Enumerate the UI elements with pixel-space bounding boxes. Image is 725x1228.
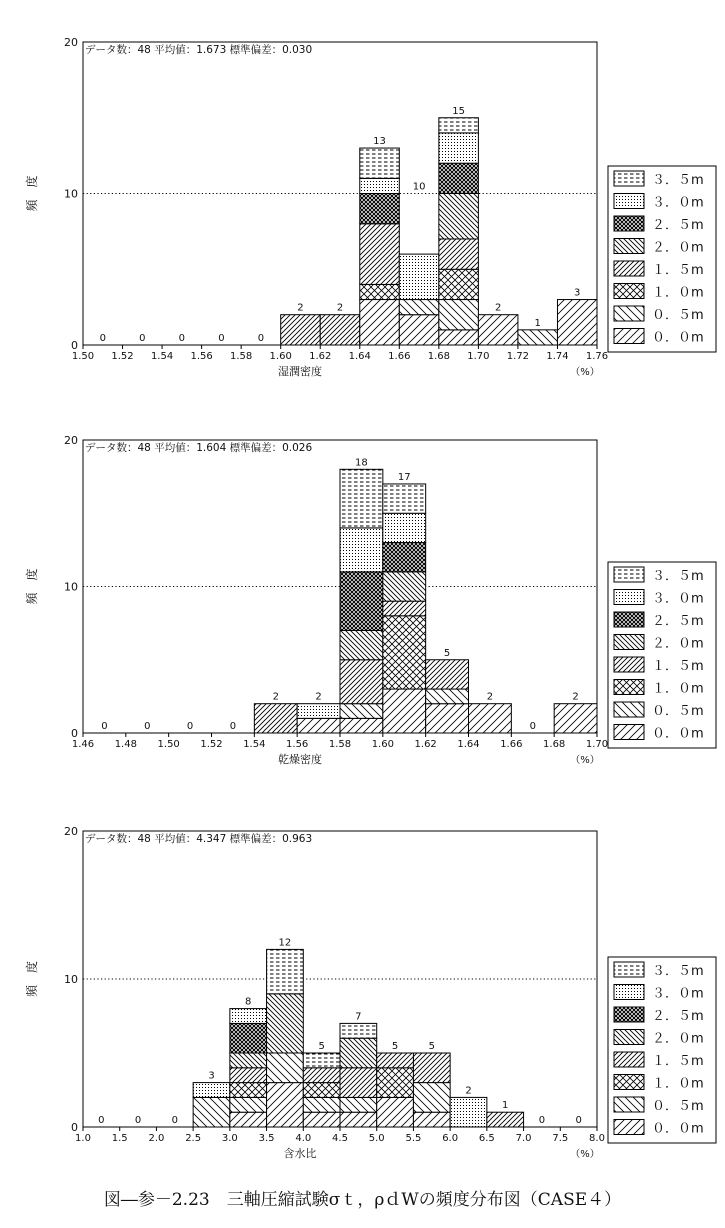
x-tick-label: 1.5 (111, 1133, 128, 1144)
x-tick-label: 2.5 (185, 1133, 202, 1144)
bar-segment (377, 1053, 414, 1068)
bar-segment (439, 239, 479, 269)
legend-label: １．５m (652, 263, 704, 278)
legend-label: １．０m (652, 285, 704, 301)
bar-total-label: 5 (428, 1041, 435, 1052)
bar-total-label: 0 (139, 333, 146, 344)
bar-total-label: 0 (178, 333, 186, 344)
legend-label: ２．０m (652, 636, 704, 652)
x-tick-label: 7.0 (515, 1133, 532, 1144)
bar-total-label: 2 (272, 691, 279, 703)
x-tick-label: 1.50 (71, 351, 95, 362)
bar-total-label: 1 (534, 317, 541, 329)
legend-swatch (614, 1052, 644, 1067)
bar-total-label: 2 (572, 691, 579, 703)
y-tick-label: 0 (71, 339, 78, 352)
bar-total-label: 0 (144, 721, 151, 732)
legend-swatch (614, 194, 644, 209)
x-tick-label: 1.72 (506, 351, 530, 362)
bar-segment (267, 1053, 304, 1083)
bar-segment (340, 718, 383, 733)
bar-segment (340, 528, 383, 572)
bar-segment (360, 300, 400, 345)
bar-total-label: 1 (502, 1100, 509, 1112)
bar-segment (413, 1112, 450, 1127)
x-tick-label: 1.66 (500, 739, 523, 750)
legend-label: ３．０m (652, 591, 704, 607)
bar-segment (340, 704, 383, 719)
y-tick-label: 10 (64, 973, 78, 986)
x-tick-label: 1.50 (157, 739, 180, 750)
bar-segment (297, 704, 340, 719)
x-tick-label: 1.76 (585, 351, 609, 362)
bar-segment (450, 1097, 487, 1127)
x-axis-label: 乾燥密度 (278, 753, 322, 766)
bar-segment (267, 1083, 304, 1127)
bar-total-label: 8 (245, 996, 252, 1008)
bar-total-label: 0 (229, 721, 237, 732)
bar-segment (399, 254, 439, 299)
x-axis-label: 湿潤密度 (278, 365, 322, 378)
bar-segment (360, 178, 400, 193)
x-tick-label: 1.64 (348, 351, 371, 362)
y-tick-label: 20 (64, 825, 78, 838)
bar-total-label: 2 (494, 302, 502, 314)
bar-segment (303, 1053, 340, 1068)
plot-frame (83, 42, 597, 345)
legend (608, 562, 716, 748)
bar-segment (303, 1083, 340, 1098)
x-tick-label: 1.74 (546, 351, 569, 362)
legend-swatch (614, 962, 644, 977)
legend-swatch (614, 261, 644, 276)
bar-segment (340, 660, 383, 704)
legend-swatch (614, 657, 644, 672)
bar-total-label: 5 (391, 1041, 399, 1052)
bar-segment (377, 1097, 414, 1127)
x-tick-label: 1.48 (114, 739, 137, 750)
legend-swatch (614, 171, 644, 186)
bar-total-label: 2 (315, 691, 322, 703)
legend-label: ０．５m (652, 1099, 704, 1114)
legend-swatch (614, 216, 644, 231)
bar-segment (439, 330, 479, 345)
legend-label: ３．０m (652, 986, 704, 1002)
legend-label: ２．０m (652, 1031, 704, 1047)
x-tick-label: 3.5 (258, 1133, 275, 1144)
bar-segment (554, 704, 597, 733)
histogram-panel (24, 434, 716, 766)
bar-segment (340, 1023, 377, 1038)
x-axis-label: 含水比 (283, 1147, 317, 1160)
y-tick-label: 10 (64, 187, 78, 201)
x-tick-label: 8.0 (589, 1133, 605, 1144)
bar-total-label: 0 (529, 721, 536, 732)
x-axis-unit: （%） (570, 755, 600, 766)
x-tick-label: 1.58 (230, 351, 253, 362)
bar-total-label: 0 (538, 1115, 546, 1126)
x-tick-label: 6.0 (442, 1133, 459, 1144)
bar-segment (518, 330, 558, 345)
legend-swatch (614, 590, 644, 605)
bar-segment (439, 194, 479, 239)
figure-caption: 図―参－2.23 三軸圧縮試験σｔ，ρｄWの頻度分布図（CASE４） (103, 1190, 622, 1210)
bar-total-label: 3 (574, 287, 581, 299)
bar-segment (383, 513, 426, 542)
y-axis-label: 頻 度 (25, 960, 39, 998)
bar-segment (469, 704, 512, 733)
bar-segment (557, 300, 597, 345)
bar-segment (439, 269, 479, 299)
bar-segment (230, 1112, 267, 1127)
bar-segment (439, 163, 479, 193)
legend-swatch (614, 1097, 644, 1112)
bar-segment (377, 1068, 414, 1098)
bar-total-label: 0 (257, 333, 265, 344)
bar-total-label: 15 (452, 105, 465, 117)
bar-total-label: 5 (443, 647, 451, 659)
x-tick-label: 1.62 (309, 351, 332, 362)
bar-total-label: 0 (134, 1115, 142, 1126)
bar-segment (281, 315, 321, 345)
bar-segment (340, 572, 383, 631)
bar-segment (340, 1038, 377, 1068)
bar-segment (439, 133, 479, 163)
legend-label: ０．５m (652, 308, 704, 323)
bar-segment (230, 1097, 267, 1112)
y-tick-label: 0 (71, 1121, 78, 1134)
histogram-panel (24, 825, 716, 1160)
x-tick-label: 1.0 (75, 1133, 91, 1144)
legend-label: １．０m (652, 1076, 704, 1092)
legend-label: ０．５m (652, 704, 704, 719)
x-tick-label: 1.62 (414, 739, 437, 750)
bar-total-label: 18 (355, 457, 368, 469)
bar-segment (230, 1023, 267, 1053)
x-tick-label: 1.58 (328, 739, 352, 750)
bar-segment (487, 1112, 524, 1127)
bar-segment (193, 1097, 230, 1127)
bar-segment (360, 148, 400, 178)
bar-total-label: 0 (186, 721, 194, 732)
bar-segment (360, 194, 400, 224)
x-tick-label: 1.56 (286, 739, 309, 750)
bar-segment (340, 1112, 377, 1127)
bar-segment (383, 689, 426, 733)
legend-swatch (614, 702, 644, 717)
x-tick-label: 5.0 (368, 1133, 385, 1144)
bar-segment (360, 224, 400, 285)
x-tick-label: 1.54 (150, 351, 174, 362)
x-tick-label: 1.64 (457, 739, 480, 750)
x-tick-label: 1.68 (427, 351, 450, 362)
bar-total-label: 0 (99, 333, 106, 344)
bar-segment (426, 660, 469, 689)
bar-total-label: 0 (171, 1115, 178, 1126)
x-tick-label: 4.0 (295, 1133, 312, 1144)
x-tick-label: 1.70 (467, 351, 490, 362)
x-tick-label: 6.5 (478, 1133, 495, 1144)
legend-label: ２．５m (652, 1009, 704, 1024)
x-tick-label: 7.5 (552, 1133, 569, 1144)
legend-label: １．５m (652, 659, 704, 674)
x-tick-label: 2.0 (148, 1133, 165, 1144)
bar-total-label: 5 (318, 1041, 325, 1052)
bar-segment (399, 300, 439, 315)
bar-segment (439, 300, 479, 330)
stats-text: データ数：48 平均値：4.347 標準偏差：0.963 (85, 833, 313, 845)
bar-total-label: 2 (486, 691, 494, 703)
bar-total-label: 7 (355, 1011, 362, 1023)
legend-label: ３．５m (652, 964, 704, 979)
bar-total-label: 0 (98, 1115, 105, 1126)
legend-swatch (614, 239, 644, 254)
bar-total-label: 12 (278, 937, 292, 949)
x-axis-unit: （%） (570, 367, 600, 378)
bar-segment (340, 469, 383, 528)
x-tick-label: 1.56 (190, 351, 213, 362)
legend-swatch (614, 284, 644, 299)
x-tick-label: 1.70 (585, 739, 609, 750)
legend-label: ３．５m (652, 569, 704, 584)
legend-label: １．５m (652, 1054, 704, 1069)
bar-segment (478, 315, 518, 345)
bar-segment (254, 704, 297, 733)
bar-segment (267, 994, 304, 1053)
x-tick-label: 1.54 (243, 739, 266, 750)
bar-segment (383, 543, 426, 572)
legend-swatch (614, 1007, 644, 1022)
bar-segment (426, 704, 469, 733)
bar-segment (193, 1083, 230, 1098)
legend-swatch (614, 306, 644, 321)
bar-segment (439, 118, 479, 133)
x-tick-label: 5.5 (405, 1133, 422, 1144)
bar-segment (383, 572, 426, 601)
legend-label: ０．０m (652, 726, 704, 742)
bar-total-label: 13 (373, 136, 386, 148)
bar-total-label: 0 (101, 721, 108, 732)
legend-label: ２．５m (652, 614, 704, 629)
bar-total-label: 2 (297, 302, 304, 314)
x-tick-label: 1.52 (111, 351, 134, 362)
bar-total-label: 0 (218, 333, 225, 344)
bar-segment (383, 484, 426, 513)
histogram-panel (24, 36, 716, 378)
x-axis-unit: （%） (570, 1149, 600, 1160)
y-axis-label: 頻 度 (25, 175, 39, 212)
legend-label: ０．０m (652, 330, 704, 346)
bar-segment (413, 1053, 450, 1083)
legend (608, 957, 716, 1143)
x-tick-label: 1.60 (269, 351, 292, 362)
legend-swatch (614, 567, 644, 582)
legend-swatch (614, 1120, 644, 1135)
legend-swatch (614, 1030, 644, 1045)
bar-segment (297, 718, 340, 733)
legend-label: ３．５m (652, 173, 704, 188)
bar-segment (340, 1068, 377, 1098)
bar-total-label: 0 (575, 1115, 582, 1126)
legend-label: ２．０m (652, 240, 704, 256)
bar-segment (360, 284, 400, 299)
legend-swatch (614, 985, 644, 1000)
bar-total-label: 17 (397, 471, 411, 483)
legend-label: １．０m (652, 681, 704, 697)
bar-total-label: 2 (336, 302, 344, 314)
bar-segment (267, 949, 304, 993)
bar-segment (399, 315, 439, 345)
bar-segment (340, 1097, 377, 1112)
legend-label: ３．０m (652, 195, 704, 211)
bar-segment (303, 1068, 340, 1083)
legend-swatch (614, 725, 644, 740)
legend-swatch (614, 680, 644, 695)
x-tick-label: 1.60 (371, 739, 394, 750)
bar-total-label: 3 (208, 1070, 215, 1082)
bar-segment (230, 1068, 267, 1083)
y-tick-label: 0 (71, 727, 78, 740)
bar-segment (230, 1053, 267, 1068)
stats-text: データ数：48 平均値：1.604 標準偏差：0.026 (85, 442, 313, 454)
legend-swatch (614, 1075, 644, 1090)
bar-segment (230, 1083, 267, 1098)
x-tick-label: 1.66 (388, 351, 411, 362)
legend-swatch (614, 329, 644, 344)
bar-total-label: 2 (465, 1085, 472, 1097)
bar-segment (383, 616, 426, 689)
y-tick-label: 20 (64, 434, 78, 447)
x-tick-label: 1.46 (71, 739, 95, 750)
legend-swatch (614, 612, 644, 627)
bar-segment (383, 601, 426, 616)
x-tick-label: 1.52 (200, 739, 223, 750)
y-tick-label: 20 (64, 36, 78, 49)
stats-text: データ数：48 平均値：1.673 標準偏差：0.030 (85, 44, 313, 56)
bar-segment (320, 315, 360, 345)
bar-segment (230, 1009, 267, 1024)
legend (608, 166, 716, 352)
bar-segment (303, 1112, 340, 1127)
y-axis-label: 頻 度 (25, 568, 39, 605)
x-tick-label: 3.0 (221, 1133, 238, 1144)
y-tick-label: 10 (64, 580, 78, 594)
bar-total-label: 10 (412, 181, 426, 193)
legend-swatch (614, 635, 644, 650)
legend-label: ２．５m (652, 218, 704, 233)
bar-segment (340, 630, 383, 659)
legend-label: ０．０m (652, 1121, 704, 1137)
bar-segment (413, 1083, 450, 1113)
x-tick-label: 1.68 (543, 739, 566, 750)
bar-segment (303, 1097, 340, 1112)
x-tick-label: 4.5 (332, 1133, 348, 1144)
bar-segment (426, 689, 469, 704)
